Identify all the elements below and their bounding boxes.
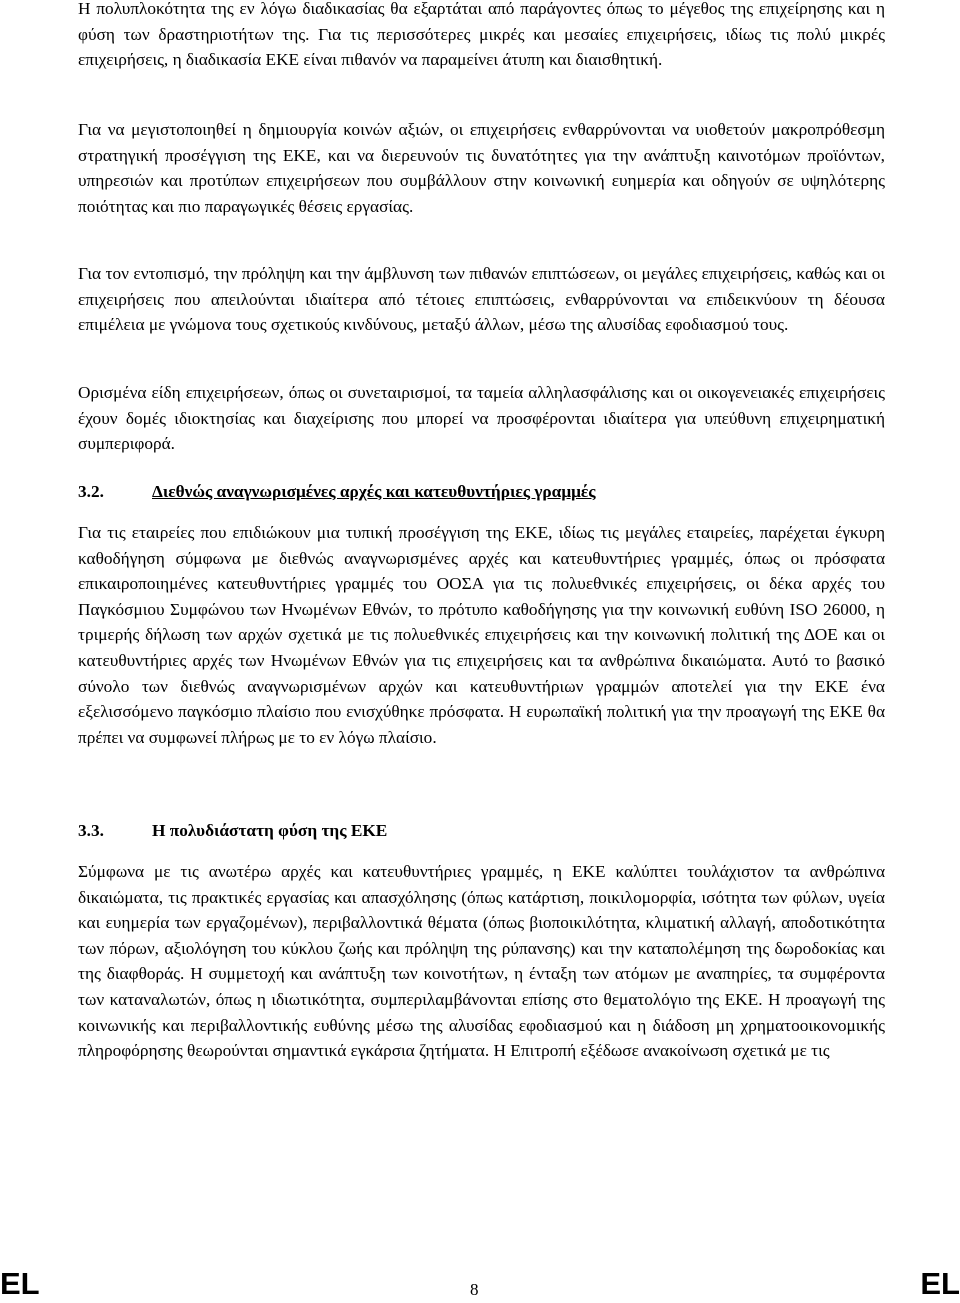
section-number: 3.3. bbox=[78, 821, 104, 840]
paragraph-international-principles: Για τις εταιρείες που επιδιώκουν μια τυπική προσέγγιση της ΕΚΕ, ιδίως τις μεγάλες εταιρείες, παρέχεται έγκυρη καθοδήγηση σύμφωνα με διεθνώς αναγνωρισμένες αρχές και κατευθυντήριες γραμμές, όπως οι πρόσφατα επικαιροποιημένες κατευθυντήριες γραμμές του ΟΟΣΑ για τις πολυεθνικές επιχειρήσεις, οι δέκα αρχές του Παγκόσμιου Συμφώνου των Ηνωμένων Εθνών, το πρότυπο καθοδήγησης για την κοινωνική ευθύνη ISO 26000, η τριμερής δήλωση των αρχών σχετικά με τις πολυεθνικές επιχειρήσεις και την κοινωνική πολιτική της ΔΟΕ και οι κατευθυντήριες αρχές των Ηνωμένων Εθνών για τις επιχειρήσεις και τα ανθρώπινα δικαιώματα. Αυτό το βασικό σύνολο των διεθνώς αναγνωρισμένων αρχών και κατευθυντήριων γραμμών αποτελεί για την ΕΚΕ ένα εξελισσόμενο παγκόσμιο πλαίσιο που ενισχύθηκε πρόσφατα. Η ευρωπαϊκή πολιτική για την προαγωγή της ΕΚΕ θα πρέπει να συμφωνεί πλήρως με το εν λόγω πλαίσιο. bbox=[78, 523, 885, 747]
section-number: 3.2. bbox=[78, 482, 104, 501]
paragraph-shared-value: Για να μεγιστοποιηθεί η δημιουργία κοινών αξιών, οι επιχειρήσεις ενθαρρύνονται να υιοθετούν μακροπρόθεσμη στρατηγική προσέγγιση της ΕΚΕ, και να διερευνούν τις δυνατότητες για την ανάπτυξη καινοτόμων προϊόντων, υπηρεσιών και προτύπων επιχειρήσεων που συμβάλλουν στην κοινωνική ευημερία και οδηγούν σε υψηλότερης ποιότητας και πιο παραγωγικές θέσεις εργασίας. bbox=[78, 120, 885, 216]
footer-page-number: 8 bbox=[470, 1280, 479, 1299]
paragraph-intro-complexity: Η πολυπλοκότητα της εν λόγω διαδικασίας θα εξαρτάται από παράγοντες όπως το μέγεθος της επιχείρησης και η φύση των δραστηριοτήτων της. Για τις περισσότερες μικρές και μεσαίες επιχειρήσεις, ιδίως τις πολύ μικρές επιχειρήσεις, η διαδικασία ΕΚΕ είναι πιθανόν να παραμείνει άτυπη και διαισθητική. bbox=[78, 0, 885, 70]
footer-language-code-right: EL bbox=[920, 1266, 960, 1301]
section-title: Διεθνώς αναγνωρισμένες αρχές και κατευθυντήριες γραμμές bbox=[152, 482, 596, 501]
section-title: Η πολυδιάστατη φύση της ΕΚΕ bbox=[152, 821, 388, 840]
section-heading-3-3 bbox=[78, 818, 885, 844]
footer-language-code-left: EL bbox=[0, 1266, 40, 1301]
section-heading-3-2 bbox=[78, 479, 885, 505]
paragraph-due-diligence: Για τον εντοπισμό, την πρόληψη και την άμβλυνση των πιθανών επιπτώσεων, οι μεγάλες επιχειρήσεις, καθώς και οι επιχειρήσεις που απειλούνται ιδιαίτερα από τέτοιες επιπτώσεις, ενθαρρύνονται να επιδεικνύουν τη δέουσα επιμέλεια με γνώμονα τους σχετικούς κινδύνους, μεταξύ άλλων, μέσω της αλυσίδας εφοδιασμού τους. bbox=[78, 264, 885, 335]
paragraph-multidimensional-nature: Σύμφωνα με τις ανωτέρω αρχές και κατευθυντήριες γραμμές, η ΕΚΕ καλύπτει τουλάχιστον τα ανθρώπινα δικαιώματα, τις πρακτικές εργασίας και απασχόλησης (όπως κατάρτιση, ποικιλομορφία, ισότητα των φύλων, υγεία και ευημερία των εργαζομένων), περιβαλλοντικά θέματα (όπως βιοποικιλότητα, κλιματική αλλαγή, αποδοτικότητα των πόρων, αξιολόγηση του κύκλου ζωής και πρόληψη της ρύπανσης) και την καταπολέμηση της δωροδοκίας και της διαφθοράς. Η συμμετοχή και ανάπτυξη των κοινοτήτων, η ένταξη των ατόμων με αναπηρίες, τα συμφέροντα των καταναλωτών, όπως η ιδιωτικότητα, συμπεριλαμβάνονται επίσης στο θεματολόγιο της ΕΚΕ. Η προαγωγή της κοινωνικής και περιβαλλοντικής ευθύνης μέσω της αλυσίδας εφοδιασμού και η διάδοση μη χρηματοοικονομικής πληροφόρησης θεωρούνται σημαντικά εγκάρσια ζητήματα. Η Επιτροπή εξέδωσε ανακοίνωση σχετικά με τις bbox=[78, 862, 885, 1061]
paragraph-enterprise-types: Ορισμένα είδη επιχειρήσεων, όπως οι συνεταιρισμοί, τα ταμεία αλληλασφάλισης και οι οικογενειακές επιχειρήσεις έχουν δομές ιδιοκτησίας και διαχείρισης που μπορεί να προσφέρονται ιδιαίτερα για υπεύθυνη επιχειρηματική συμπεριφορά. bbox=[78, 383, 885, 454]
